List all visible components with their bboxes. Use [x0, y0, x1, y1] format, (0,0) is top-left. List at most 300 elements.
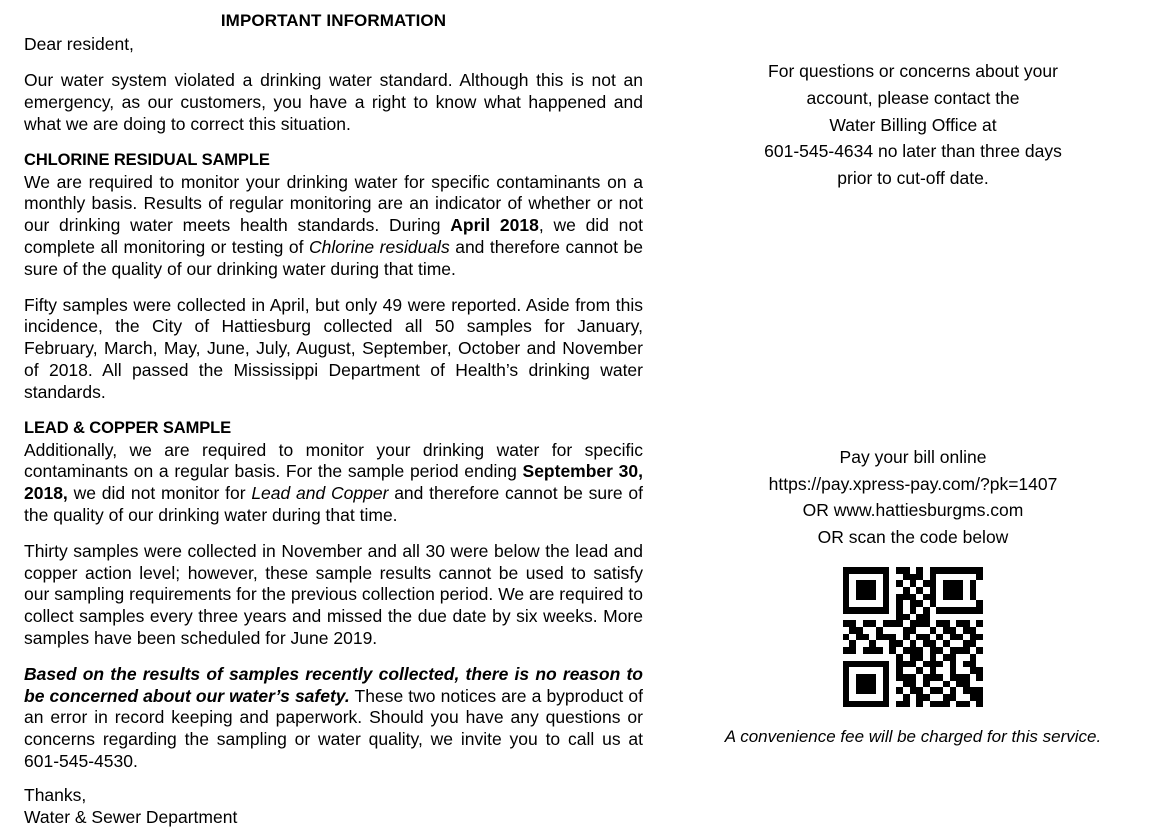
- qr-module: [916, 594, 923, 601]
- qr-module: [889, 634, 896, 641]
- qr-module: [963, 567, 970, 574]
- qr-module: [843, 594, 850, 601]
- qr-module: [950, 647, 957, 654]
- payment-url-city-site[interactable]: OR www.hattiesburgms.com: [690, 497, 1136, 524]
- qr-module: [889, 600, 896, 607]
- qr-module: [976, 674, 983, 681]
- qr-module: [930, 654, 937, 661]
- qr-module: [916, 687, 923, 694]
- qr-module: [963, 587, 970, 594]
- qr-module: [883, 701, 890, 708]
- qr-module: [970, 600, 977, 607]
- qr-module: [950, 594, 957, 601]
- qr-module: [869, 594, 876, 601]
- qr-module: [903, 580, 910, 587]
- qr-module: [923, 667, 930, 674]
- qr-module: [943, 620, 950, 627]
- qr-module: [943, 580, 950, 587]
- qr-module: [930, 574, 937, 581]
- qr-module: [963, 647, 970, 654]
- qr-module: [976, 627, 983, 634]
- qr-module: [889, 594, 896, 601]
- qr-module: [930, 681, 937, 688]
- qr-module: [910, 681, 917, 688]
- qr-module: [896, 620, 903, 627]
- qr-module: [910, 647, 917, 654]
- qr-module: [889, 620, 896, 627]
- qr-module: [923, 681, 930, 688]
- qr-module: [956, 614, 963, 621]
- qr-module: [923, 634, 930, 641]
- qr-module: [916, 667, 923, 674]
- qr-module: [903, 620, 910, 627]
- qr-module: [930, 647, 937, 654]
- chlorine-text-part2: , we did not complete all monitoring or testing of: [24, 215, 643, 257]
- qr-module: [849, 661, 856, 668]
- qr-module: [963, 600, 970, 607]
- intro-paragraph: Our water system violated a drinking water standard. Although this is not an emergency, as our customers, you have a right to know what happened and what we are doing to correct this situation.: [24, 70, 643, 135]
- qr-module: [843, 580, 850, 587]
- qr-module: [849, 567, 856, 574]
- signoff-sender: Water & Sewer Department: [24, 807, 643, 828]
- qr-module: [923, 607, 930, 614]
- qr-module: [930, 694, 937, 701]
- qr-module: [883, 580, 890, 587]
- qr-module: [869, 640, 876, 647]
- contact-notice-line-1: For questions or concerns about your: [690, 58, 1136, 85]
- qr-module: [930, 620, 937, 627]
- qr-module: [903, 567, 910, 574]
- qr-module: [903, 647, 910, 654]
- qr-module: [923, 620, 930, 627]
- qr-module: [896, 580, 903, 587]
- qr-module: [883, 614, 890, 621]
- qr-module: [896, 674, 903, 681]
- qr-module: [923, 694, 930, 701]
- qr-module: [876, 600, 883, 607]
- qr-module: [923, 640, 930, 647]
- qr-module: [910, 654, 917, 661]
- qr-module: [876, 654, 883, 661]
- qr-module: [889, 580, 896, 587]
- qr-module: [970, 694, 977, 701]
- qr-module: [930, 607, 937, 614]
- qr-module: [869, 574, 876, 581]
- qr-module: [843, 627, 850, 634]
- qr-module: [936, 607, 943, 614]
- qr-module: [970, 587, 977, 594]
- qr-module: [936, 687, 943, 694]
- qr-module: [883, 681, 890, 688]
- qr-module: [943, 701, 950, 708]
- qr-module: [869, 681, 876, 688]
- qr-module: [863, 607, 870, 614]
- contact-notice-line-5: prior to cut-off date.: [690, 165, 1136, 192]
- qr-module: [876, 614, 883, 621]
- qr-module: [956, 607, 963, 614]
- qr-module: [849, 687, 856, 694]
- qr-module: [943, 681, 950, 688]
- qr-module: [876, 687, 883, 694]
- qr-module: [889, 587, 896, 594]
- qr-module: [896, 607, 903, 614]
- qr-module: [883, 567, 890, 574]
- qr-module: [863, 634, 870, 641]
- sidebar-column: [690, 10, 1136, 748]
- qr-module: [863, 574, 870, 581]
- qr-module: [963, 701, 970, 708]
- contact-notice-line-4: 601-545-4634 no later than three days: [690, 138, 1136, 165]
- qr-module: [863, 587, 870, 594]
- qr-module: [943, 694, 950, 701]
- qr-module: [903, 634, 910, 641]
- qr-module: [930, 614, 937, 621]
- qr-module: [930, 627, 937, 634]
- qr-module: [910, 594, 917, 601]
- qr-module: [943, 687, 950, 694]
- signoff-closing: Thanks,: [24, 785, 643, 807]
- qr-module: [856, 587, 863, 594]
- qr-module: [856, 654, 863, 661]
- qr-module: [903, 674, 910, 681]
- qr-module: [849, 654, 856, 661]
- qr-module: [956, 620, 963, 627]
- qr-module: [876, 647, 883, 654]
- qr-module: [849, 607, 856, 614]
- qr-module: [856, 681, 863, 688]
- qr-module: [976, 574, 983, 581]
- qr-module: [976, 614, 983, 621]
- qr-module: [976, 647, 983, 654]
- qr-module: [910, 587, 917, 594]
- qr-module: [863, 620, 870, 627]
- qr-module: [970, 654, 977, 661]
- qr-module: [956, 667, 963, 674]
- qr-module: [843, 607, 850, 614]
- qr-module: [889, 661, 896, 668]
- qr-module: [916, 607, 923, 614]
- qr-module: [916, 661, 923, 668]
- qr-module: [883, 647, 890, 654]
- qr-module: [936, 667, 943, 674]
- lead-copper-text-part3: and therefore cannot be sure of the quality of our drinking water during that time.: [24, 483, 643, 525]
- qr-module: [963, 674, 970, 681]
- qr-module: [883, 634, 890, 641]
- qr-module: [936, 587, 943, 594]
- qr-module: [863, 701, 870, 708]
- qr-module: [896, 667, 903, 674]
- qr-module: [943, 600, 950, 607]
- payment-notice-block: [690, 444, 1136, 551]
- qr-module: [970, 567, 977, 574]
- qr-module: [889, 640, 896, 647]
- qr-module: [863, 661, 870, 668]
- qr-module: [869, 654, 876, 661]
- qr-module: [849, 627, 856, 634]
- section-followup-lead-copper: Thirty samples were collected in November and all 30 were below the lead and copper action level; however, these sample results cannot be used to satisfy our sampling requirements for the previous collection period. We are required to collect samples every three years and missed the due date by six weeks. More samples have been scheduled for June 2019.: [24, 541, 643, 650]
- qr-module: [876, 607, 883, 614]
- qr-module: [950, 567, 957, 574]
- section-followup-chlorine: Fifty samples were collected in April, but only 49 were reported. Aside from this incidence, the City of Hattiesburg collected all 50 samples for January, February, March, May, June, July, August, September, October and November of 2018. All passed the Mississippi Department of Health’s drinking water standards.: [24, 295, 643, 404]
- page-title: IMPORTANT INFORMATION: [24, 10, 643, 31]
- qr-module: [976, 667, 983, 674]
- payment-url-xpress-pay[interactable]: https://pay.xpress-pay.com/?pk=1407: [690, 471, 1136, 498]
- qr-module: [910, 600, 917, 607]
- qr-module: [936, 614, 943, 621]
- qr-module: [889, 674, 896, 681]
- qr-module: [876, 661, 883, 668]
- qr-module: [936, 681, 943, 688]
- qr-module: [956, 587, 963, 594]
- qr-module: [876, 627, 883, 634]
- qr-module: [863, 580, 870, 587]
- qr-module: [849, 587, 856, 594]
- qr-module: [883, 607, 890, 614]
- qr-module: [843, 574, 850, 581]
- qr-module: [869, 620, 876, 627]
- qr-module: [950, 580, 957, 587]
- qr-module: [903, 587, 910, 594]
- qr-module: [863, 594, 870, 601]
- qr-module: [916, 634, 923, 641]
- qr-module: [910, 701, 917, 708]
- payment-scan-instruction: OR scan the code below: [690, 524, 1136, 551]
- qr-module: [936, 627, 943, 634]
- qr-module: [843, 694, 850, 701]
- qr-module: [970, 634, 977, 641]
- qr-module: [876, 634, 883, 641]
- qr-module: [889, 654, 896, 661]
- contact-notice-line-2: account, please contact the: [690, 85, 1136, 112]
- qr-module: [910, 667, 917, 674]
- qr-module: [889, 701, 896, 708]
- qr-module: [903, 681, 910, 688]
- qr-module: [843, 701, 850, 708]
- qr-module: [869, 674, 876, 681]
- qr-module: [843, 634, 850, 641]
- qr-module: [869, 667, 876, 674]
- qr-module: [903, 687, 910, 694]
- qr-module: [876, 587, 883, 594]
- qr-module: [843, 661, 850, 668]
- qr-module: [950, 574, 957, 581]
- qr-module: [856, 620, 863, 627]
- qr-module: [849, 574, 856, 581]
- qr-module: [923, 567, 930, 574]
- qr-module: [896, 654, 903, 661]
- qr-module: [883, 620, 890, 627]
- qr-module: [963, 694, 970, 701]
- qr-module: [916, 587, 923, 594]
- qr-module: [956, 661, 963, 668]
- qr-module: [950, 627, 957, 634]
- qr-module: [930, 640, 937, 647]
- qr-module: [856, 607, 863, 614]
- qr-module: [849, 674, 856, 681]
- qr-module: [916, 681, 923, 688]
- contact-notice-line-3: Water Billing Office at: [690, 112, 1136, 139]
- qr-module: [943, 594, 950, 601]
- qr-module: [896, 600, 903, 607]
- chlorine-text-part1: We are required to monitor your drinking water for specific contaminants on a monthly basis. Results of regular monitoring are an indicator of whether or not our drinking water meets health standards. During: [24, 172, 643, 236]
- qr-module: [943, 634, 950, 641]
- qr-module: [896, 687, 903, 694]
- qr-module: [930, 634, 937, 641]
- main-notice-column: [24, 10, 643, 828]
- qr-module: [910, 687, 917, 694]
- qr-module: [936, 694, 943, 701]
- qr-module: [896, 614, 903, 621]
- qr-module: [869, 627, 876, 634]
- qr-module: [903, 701, 910, 708]
- qr-module: [943, 654, 950, 661]
- qr-module: [963, 607, 970, 614]
- qr-module: [963, 654, 970, 661]
- qr-module: [876, 694, 883, 701]
- qr-module: [910, 661, 917, 668]
- qr-module: [863, 614, 870, 621]
- qr-module: [963, 640, 970, 647]
- qr-module: [843, 681, 850, 688]
- qr-module: [883, 627, 890, 634]
- qr-module: [849, 667, 856, 674]
- qr-module: [956, 701, 963, 708]
- qr-module: [896, 567, 903, 574]
- qr-module: [863, 640, 870, 647]
- qr-module: [976, 694, 983, 701]
- qr-module: [970, 580, 977, 587]
- qr-module: [943, 661, 950, 668]
- qr-module: [869, 607, 876, 614]
- qr-code-payment-link[interactable]: [843, 567, 984, 708]
- qr-module: [936, 654, 943, 661]
- qr-module: [883, 687, 890, 694]
- lead-copper-text-part1: Additionally, we are required to monitor your drinking water for specific contaminants on a regular basis. For the sample period ending: [24, 440, 643, 482]
- qr-module: [849, 640, 856, 647]
- qr-module: [963, 580, 970, 587]
- qr-module: [943, 674, 950, 681]
- qr-module: [963, 614, 970, 621]
- qr-module: [910, 574, 917, 581]
- qr-module: [889, 694, 896, 701]
- qr-module: [950, 620, 957, 627]
- qr-module: [916, 654, 923, 661]
- qr-module: [956, 600, 963, 607]
- qr-module: [976, 580, 983, 587]
- qr-module: [869, 647, 876, 654]
- conclusion-paragraph: [24, 664, 643, 773]
- qr-module: [910, 627, 917, 634]
- qr-module: [889, 574, 896, 581]
- qr-module: [883, 661, 890, 668]
- section-paragraph-chlorine: [24, 172, 643, 281]
- qr-module: [863, 647, 870, 654]
- qr-module: [970, 701, 977, 708]
- qr-module: [883, 574, 890, 581]
- qr-module: [950, 614, 957, 621]
- qr-module: [903, 640, 910, 647]
- qr-module: [976, 654, 983, 661]
- qr-module: [943, 574, 950, 581]
- qr-module: [869, 587, 876, 594]
- qr-module: [950, 687, 957, 694]
- qr-module: [856, 614, 863, 621]
- qr-module: [970, 607, 977, 614]
- qr-module: [930, 600, 937, 607]
- qr-module: [843, 687, 850, 694]
- qr-module: [950, 667, 957, 674]
- qr-module: [883, 694, 890, 701]
- qr-module: [956, 580, 963, 587]
- qr-module: [876, 567, 883, 574]
- qr-module: [869, 567, 876, 574]
- qr-module: [976, 681, 983, 688]
- qr-module: [856, 594, 863, 601]
- qr-module: [923, 614, 930, 621]
- qr-module: [869, 661, 876, 668]
- qr-module: [976, 687, 983, 694]
- qr-module: [936, 647, 943, 654]
- qr-module: [889, 647, 896, 654]
- qr-module: [869, 694, 876, 701]
- qr-module: [956, 654, 963, 661]
- chlorine-contaminant-emphasis: Chlorine residuals: [309, 237, 450, 257]
- qr-module: [970, 667, 977, 674]
- qr-module: [943, 607, 950, 614]
- qr-module: [963, 627, 970, 634]
- qr-module: [930, 667, 937, 674]
- qr-module: [903, 600, 910, 607]
- qr-module: [843, 674, 850, 681]
- chlorine-text-part3: and therefore cannot be sure of the quality of our drinking water during that time.: [24, 237, 643, 279]
- qr-module: [923, 687, 930, 694]
- qr-module: [956, 627, 963, 634]
- qr-module: [923, 654, 930, 661]
- lead-copper-text-part2: we did not monitor for: [68, 483, 252, 503]
- qr-module: [869, 687, 876, 694]
- qr-module: [869, 580, 876, 587]
- payment-notice-heading: Pay your bill online: [690, 444, 1136, 471]
- qr-module: [950, 587, 957, 594]
- qr-module: [863, 687, 870, 694]
- qr-module: [970, 640, 977, 647]
- qr-module: [896, 627, 903, 634]
- qr-module: [930, 580, 937, 587]
- qr-module: [896, 701, 903, 708]
- qr-module: [876, 640, 883, 647]
- qr-module: [856, 600, 863, 607]
- qr-module: [903, 694, 910, 701]
- qr-module: [936, 640, 943, 647]
- qr-module: [956, 694, 963, 701]
- qr-module: [896, 694, 903, 701]
- qr-module: [930, 594, 937, 601]
- qr-module: [936, 661, 943, 668]
- qr-module: [883, 667, 890, 674]
- qr-module: [970, 614, 977, 621]
- qr-module: [896, 634, 903, 641]
- qr-module: [916, 600, 923, 607]
- qr-module: [856, 674, 863, 681]
- qr-module: [916, 694, 923, 701]
- qr-module: [896, 640, 903, 647]
- qr-module: [930, 674, 937, 681]
- qr-module: [970, 687, 977, 694]
- contact-notice-block: [690, 58, 1136, 192]
- qr-module: [849, 600, 856, 607]
- qr-module: [943, 627, 950, 634]
- qr-module: [950, 674, 957, 681]
